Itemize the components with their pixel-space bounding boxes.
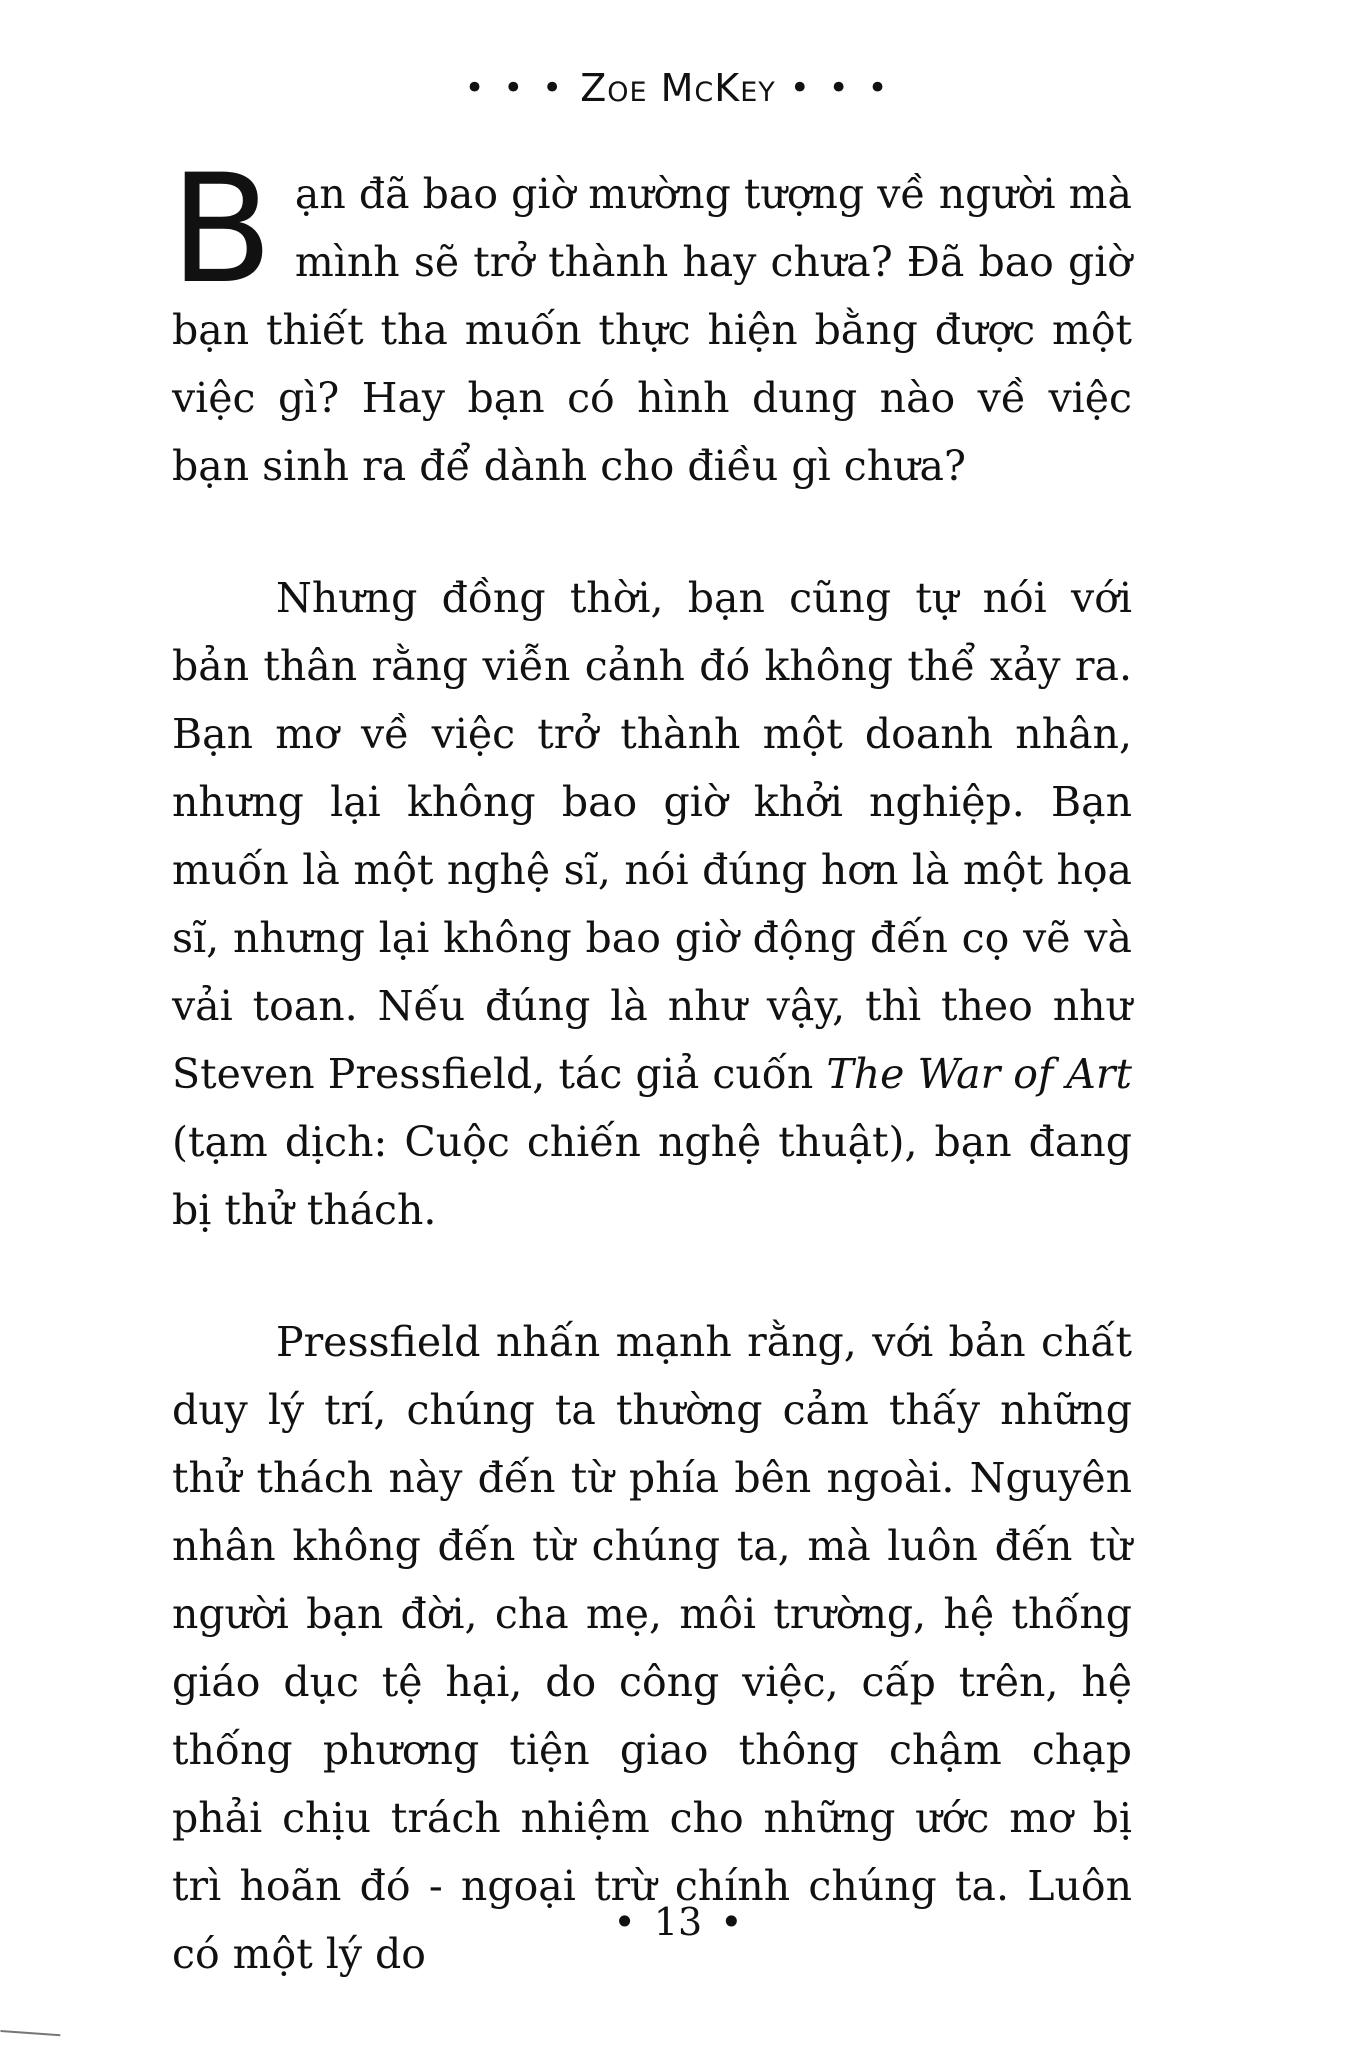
header-author: Zoe McKey [580,66,776,110]
book-title: The War of Art [826,1050,1132,1098]
header-dots-left: • • • [464,68,567,108]
footer-bullet-left: • [613,1900,636,1944]
paragraph-1 [170,143,1132,500]
body-text [170,143,1132,1988]
paragraph-2 [172,564,1132,1244]
paragraph-3 [172,1308,1132,1988]
footer-bullet-right: • [720,1900,743,1944]
header-dots-right: • • • [789,68,892,108]
running-header [0,66,1356,110]
page-number: 13 [653,1900,703,1944]
paragraph-2-text-after: (tạm dịch: Cuộc chiến nghệ thuật), bạn đang bị thử thách. [172,1118,1132,1234]
paragraph-1-text: ạn đã bao giờ mường tượng về người mà mình sẽ trở thành hay chưa? Đã bao giờ bạn thiết tha muốn thực hiện bằng được một việc gì? Hay bạn có hình dung nào về việc bạn sinh ra để dành cho điều gì chưa? [172,170,1132,490]
paragraph-2-text-before: Nhưng đồng thời, bạn cũng tự nói với bản thân rằng viễn cảnh đó không thể xảy ra. Bạn mơ về việc trở thành một doanh nhân, nhưng lại không bao giờ khởi nghiệp. Bạn muốn là một nghệ sĩ, nói đúng hơn là một họa sĩ, nhưng lại không bao giờ động đến cọ vẽ và vải toan. Nếu đúng là như vậy, thì theo như Steven Pressfield, tác giả cuốn [172,574,1132,1098]
page-edge-mark [0,2030,60,2050]
drop-cap: B [170,143,273,317]
page-footer [0,1900,1356,1944]
paragraph-3-text: Pressfield nhấn mạnh rằng, với bản chất duy lý trí, chúng ta thường cảm thấy những thử thách này đến từ phía bên ngoài. Nguyên nhân không đến từ chúng ta, mà luôn đến từ người bạn đời, cha mẹ, môi trường, hệ thống giáo dục tệ hại, do công việc, cấp trên, hệ thống phương tiện giao thông chậm chạp phải chịu trách nhiệm cho những ước mơ bị trì hoãn đó - ngoại trừ chính chúng ta. Luôn có một lý do [172,1318,1132,1978]
